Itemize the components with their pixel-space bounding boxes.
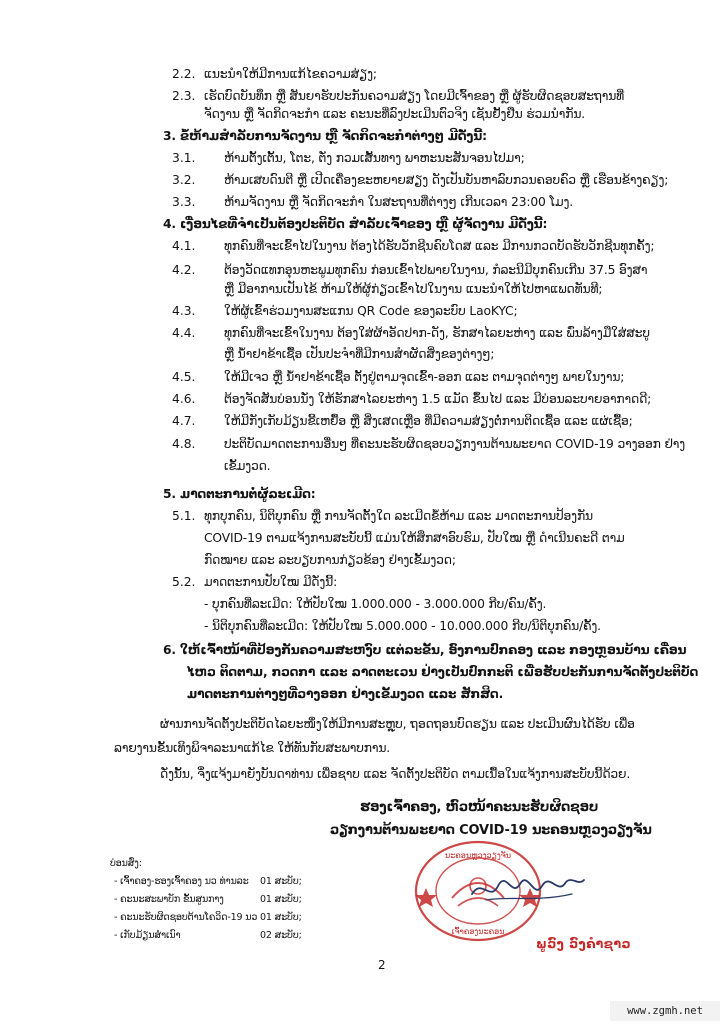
signature-icon — [468, 872, 588, 908]
item-number: 2.2. — [172, 67, 196, 81]
item-text: ຫຼື ມີອາການເປັນໄຂ້ ຫ້າມໃຫ້ຜູ້ກ່ຽວເຂົ້າໄປໃນງານ ແນະນຳໃຫ້ໄປຫາແພດທັນທີ; — [224, 282, 603, 296]
item-text: ເຮັດບົດບັນທຶກ ຫຼື ສັນຍາຮັບປະກັນຄວາມສ່ຽງ ໂດຍມີເຈົ້າຂອງ ຫຼື ຜູ້ຮັບຜິດຊອບສະຖານທີ່ — [204, 89, 625, 103]
item-number: 3.3. — [172, 195, 196, 209]
item-number: 4.1. — [172, 239, 196, 253]
closing-paragraph-line: ຜ່ານການຈັດຕັ້ງປະຕິບັດໄລຍະໜຶ່ງໃຫ້ມີການສະຫຼຸບ, ຖອດຖອນບົດຮຽນ ແລະ ປະເມີນຜົນໄດ້ຮັບ ເພື່ອ — [160, 717, 635, 731]
item-number: 4.2. — [172, 263, 196, 277]
item-text: ທຸກຄົນທີ່ຈະເຂົ້າໄປໃນງານ ຕ້ອງໄດ້ຮັບວັກຊີນຄົບໂດສ ແລະ ມີການກວດບັດຮັບວັກຊີນທຸກຄັ້ງ; — [224, 239, 655, 253]
item-text: ຫ້າມຕັ້ງເຕັ້ນ, ໂຕະ, ຕັ່ງ ກວມເສັ້ນທາງ ພາຫະນະສັນຈອນໄປມາ; — [224, 151, 525, 165]
item-number: 3.1. — [172, 151, 196, 165]
signer-organization: ວຽກງານຕ້ານພະຍາດ COVID-19 ນະຄອນຫຼວງວຽງຈັນ — [330, 823, 652, 838]
page-number: 2 — [378, 958, 386, 972]
item-number: 4.4. — [172, 326, 196, 340]
item-text: ຈັດງານ ຫຼື ຈັດກິດຈະກຳ ແລະ ຄະນະທີ່ລົງປະເມີນຕົວຈິງ ເຊັນຢັ້ງຢືນ ຮ່ວມນຳກັນ. — [204, 107, 586, 121]
closing-paragraph-line: ລາຍງານຂັ້ນເທິງພິຈາລະນາແກ້ໄຂ ໃຫ້ທັນກັບສະພາບການ. — [114, 741, 391, 755]
watermark: www.zgmh.net — [610, 1001, 720, 1021]
section-6-line: ມາດຕະການຕ່າງໆທີ່ວາງອອກ ຢ່າງເຂັ້ມງວດ ແລະ ສັກສິດ. — [187, 687, 504, 701]
distribution-recipient: - ຄະນະຮັບຜິດຊອບຕ້ານໂຄວິດ-19 ນວ — [114, 912, 258, 923]
item-number: 4.7. — [172, 414, 196, 428]
item-number: 3.2. — [172, 173, 196, 187]
item-text: ຫ້າມຈັດງານ ຫຼື ຈັດກິດຈະກຳ ໃນສະຖານທີ່ຕ່າງໆ ເກີນເວລາ 23:00 ໂມງ. — [224, 195, 573, 209]
section-4-heading: 4. ເງື່ອນໄຂທີ່ຈຳເປັນຕ້ອງປະຕິບັດ ສຳລັບເຈົ້າຂອງ ຫຼື ຜູ້ຈັດງານ ມີດັ່ງນີ້: — [163, 217, 548, 231]
item-text: ຫຼື ນ້ຳຢາຂ້າເຊື້ອ ເປັນປະຈຳທີ່ມີການສຳຜັດສິ່ງຂອງຕ່າງໆ; — [224, 347, 495, 361]
item-text: ແນະນຳໃຫ້ມີການແກ້ໄຂຄວາມສ່ຽງ; — [204, 67, 377, 81]
item-text: ມາດຕະການປັບໃໝ ມີດັ່ງນີ້: — [204, 575, 338, 589]
item-text: COVID-19 ຕາມແຈ້ງການສະບັບນີ້ ແມ່ນໃຫ້ສຶກສາອົບຮົມ, ປັບໃໝ ຫຼື ດຳເນີນຄະດີ ຕາມ — [204, 531, 625, 545]
item-text: ໃຫ້ຜູ້ເຂົ້າຮ່ວມງານສະແກນ QR Code ຂອງລະບົບ LaoKYC; — [224, 304, 518, 318]
fine-individual: - ບຸກຄົນທີ່ລະເມີດ: ໃຫ້ປັບໃໝ 1.000.000 - 3.000.000 ກີບ/ຄົນ/ຄັ້ງ. — [204, 597, 547, 611]
distribution-copies: 02 ສະບັບ; — [260, 930, 302, 941]
item-text: ຕ້ອງຈັດສັນບ່ອນນັ່ງ ໃຫ້ຮັກສາໄລຍະຫ່າງ 1.5 ແມັດ ຂຶ້ນໄປ ແລະ ມີບ່ອນລະບາຍອາກາດດີ; — [224, 392, 652, 406]
closing-paragraph-line: ດັ່ງນັ້ນ, ຈຶ່ງແຈ້ງມາຍັງບັນດາທ່ານ ເພື່ອຊາບ ແລະ ຈັດຕັ້ງປະຕິບັດ ຕາມເນື້ອໃນແຈ້ງການສະບັບນີ້ດ້ວຍ. — [160, 767, 631, 781]
distribution-copies: 01 ສະບັບ; — [260, 876, 302, 887]
seal-text-bottom: ເຈົ້າຄອງນະຄອນ — [451, 927, 505, 936]
seal-text-top: ນະຄອນຫຼວງວຽງຈັນ — [444, 851, 512, 860]
item-number: 4.5. — [172, 370, 196, 384]
item-text: ເຂັ້ມງວດ. — [224, 459, 271, 473]
item-number: 5.2. — [172, 575, 196, 589]
item-text: ໃຫ້ມີກັງເກັບມ້ຽນຂີ້ເຫຍື້ອ ຫຼື ສິ່ງເສດເຫຼືອ ທີ່ມີຄວາມສ່ຽງຕໍ່ການຕິດເຊື້ອ ແລະ ແຜ່ເຊື້ອ; — [224, 414, 633, 428]
item-text: ປະຕິບັດມາດຕະການອື່ນໆ ທີ່ຄະນະຮັບຜິດຊອບວຽກງານຕ້ານພະຍາດ COVID-19 ວາງອອກ ຢ່າງ — [224, 437, 686, 451]
fine-legal-entity: - ນິຕິບຸກຄົນທີ່ລະເມີດ: ໃຫ້ປັບໃໝ 5.000.000 - 10.000.000 ກີບ/ນິຕິບຸກຄົນ/ຄັ້ງ. — [204, 619, 601, 633]
section-5-heading: 5. ມາດຕະການຕໍ່ຜູ້ລະເມີດ: — [163, 487, 316, 501]
distribution-recipient: - ເກັບມ້ຽນສຳເນົາ — [114, 930, 181, 941]
item-text: ກົດໝາຍ ແລະ ລະບຽບການກ່ຽວຂ້ອງ ຢ່າງເຂັ້ມງວດ; — [204, 553, 456, 567]
distribution-copies: 01 ສະບັບ; — [260, 894, 302, 905]
section-6-line: 6. ໃຫ້ເຈົ້າໜ້າທີ່ປ້ອງກັນຄວາມສະຫງົບ ແຕ່ລະຂັ້ນ, ອົງການປົກຄອງ ແລະ ກອງຫຼອນບ້ານ ເຄື່ອນ — [163, 643, 687, 657]
distribution-copies: 01 ສະບັບ; — [260, 912, 302, 923]
distribution-title: ບ່ອນສົ່ງ: — [110, 858, 142, 869]
signer-title: ຮອງເຈົ້າຄອງ, ຫົວໜ້າຄະນະຮັບຜິດຊອບ — [360, 800, 599, 815]
signer-name: ພູວົງ ວົງຄຳຊາວ — [536, 936, 632, 951]
distribution-recipient: - ຄະນະສະພາບັກ ຂັ້ນສູນກາງ — [114, 894, 224, 905]
section-6-line: ໄຫວ ຕິດຕາມ, ກວດກາ ແລະ ລາດຕະເວນ ຢ່າງເປັນປົກກະຕິ ເພື່ອຮັບປະກັນການຈັດຕັ້ງປະຕິບັດ — [187, 665, 699, 679]
item-number: 5.1. — [172, 509, 196, 523]
item-text: ທຸກບຸກຄົນ, ນິຕິບຸກຄົນ ຫຼື ການຈັດຕັ້ງໃດ ລະເມີດຂໍ້ຫ້າມ ແລະ ມາດຕະການປ້ອງກັນ — [204, 509, 593, 523]
item-number: 4.8. — [172, 437, 196, 451]
section-3-heading: 3. ຂໍ້ຫ້າມສຳລັບການຈັດງານ ຫຼື ຈັດກິດຈະກຳຕ່າງໆ ມີດັ່ງນີ້: — [163, 129, 487, 143]
item-number: 4.6. — [172, 392, 196, 406]
item-number: 4.3. — [172, 304, 196, 318]
item-text: ຕ້ອງວັດແທກອຸນຫະພູມທຸກຄົນ ກ່ອນເຂົ້າໄປພາຍໃນງານ, ກໍລະນີມີບຸກຄົນເກີນ 37.5 ອົງສາ — [224, 263, 648, 277]
item-text: ທຸກຄົນທີ່ຈະເຂົ້າໃນງານ ຕ້ອງໃສ່ຜ້າອັດປາກ-ດັງ, ຮັກສາໄລຍະຫ່າງ ແລະ ພົ່ນລ້າງມືໃສ່ສະບູ — [224, 326, 650, 340]
item-text: ໃຫ້ມີເຈວ ຫຼື ນ້ຳຢາຂ້າເຊື້ອ ຕັ້ງຢູ່ຕາມຈຸດເຂົ້າ-ອອກ ແລະ ຕາມຈຸດຕ່າງໆ ພາຍໃນງານ; — [224, 370, 625, 384]
distribution-recipient: - ເຈົ້າຄອງ-ຮອງເຈົ້າຄອງ ນວ ທ່ານລະ — [114, 876, 249, 887]
item-number: 2.3. — [172, 89, 196, 103]
item-text: ຫ້າມເສບດົນຕີ ຫຼື ເປີດເຄື່ອງຂະຫຍາຍສຽງ ດັງເປັນບັນຫາລົບກວນຄອບຄົວ ຫຼື ເຮືອນຂ້າງຄຽງ; — [224, 173, 669, 187]
